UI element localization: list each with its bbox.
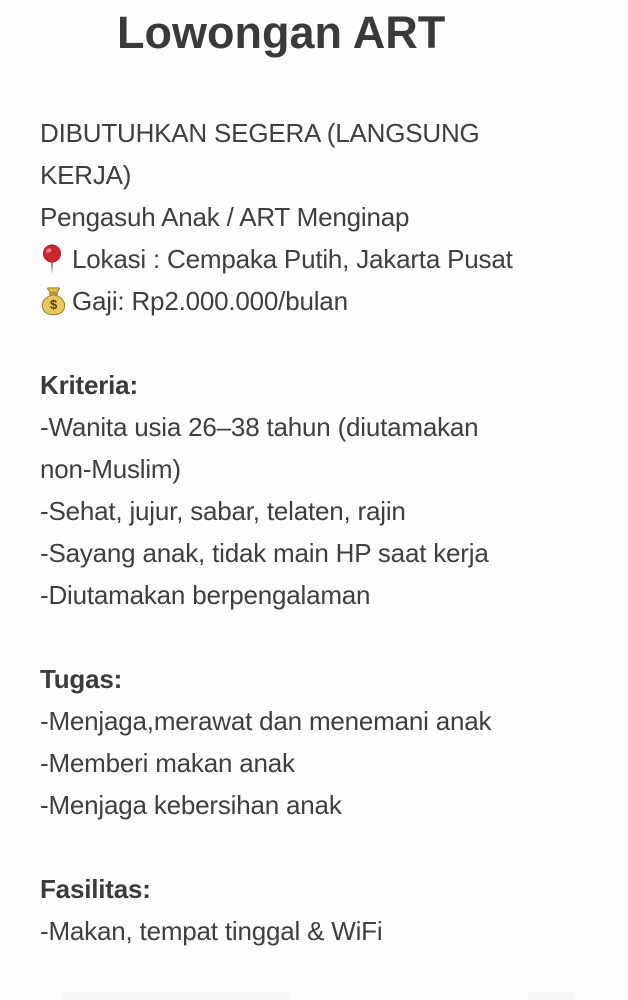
salary-line xyxy=(40,280,606,322)
tugas-item: -Menjaga,merawat dan menemani anak xyxy=(40,706,492,736)
post-body xyxy=(40,112,606,952)
section-fasilitas xyxy=(40,868,606,952)
tugas-item: -Menjaga kebersihan anak xyxy=(40,790,342,820)
tugas-item: -Memberi makan anak xyxy=(40,748,295,778)
page-title: Lowongan ART xyxy=(117,7,446,58)
kriteria-item: -Diutamakan berpengalaman xyxy=(40,580,371,610)
fasilitas-item: -Makan, tempat tinggal & WiFi xyxy=(40,916,383,946)
money-bag-icon xyxy=(40,286,72,316)
kriteria-item: -Sayang anak, tidak main HP saat kerja xyxy=(40,538,489,568)
salary-text: Gaji: Rp2.000.000/bulan xyxy=(72,286,348,316)
tugas-heading: Tugas: xyxy=(40,664,123,694)
position-line: Pengasuh Anak / ART Menginap xyxy=(40,202,410,232)
location-text: Lokasi : Cempaka Putih, Jakarta Pusat xyxy=(72,244,513,274)
kriteria-item-wrap: non-Muslim) xyxy=(40,454,181,484)
kriteria-heading: Kriteria: xyxy=(40,370,138,400)
cutoff-text-remnant-right xyxy=(528,992,575,1000)
cutoff-text-remnant-left xyxy=(62,992,290,1000)
fasilitas-heading: Fasilitas: xyxy=(40,874,151,904)
urgent-line-1: DIBUTUHKAN SEGERA (LANGSUNG xyxy=(40,118,480,148)
location-line xyxy=(40,238,606,280)
section-kriteria xyxy=(40,364,606,616)
svg-text:$: $ xyxy=(49,297,58,313)
location-pin-icon xyxy=(40,244,72,275)
urgent-line-2: KERJA) xyxy=(40,160,132,190)
kriteria-item: -Sehat, jujur, sabar, telaten, rajin xyxy=(40,496,406,526)
section-tugas xyxy=(40,658,606,826)
kriteria-item: -Wanita usia 26–38 tahun (diutamakan xyxy=(40,412,479,442)
